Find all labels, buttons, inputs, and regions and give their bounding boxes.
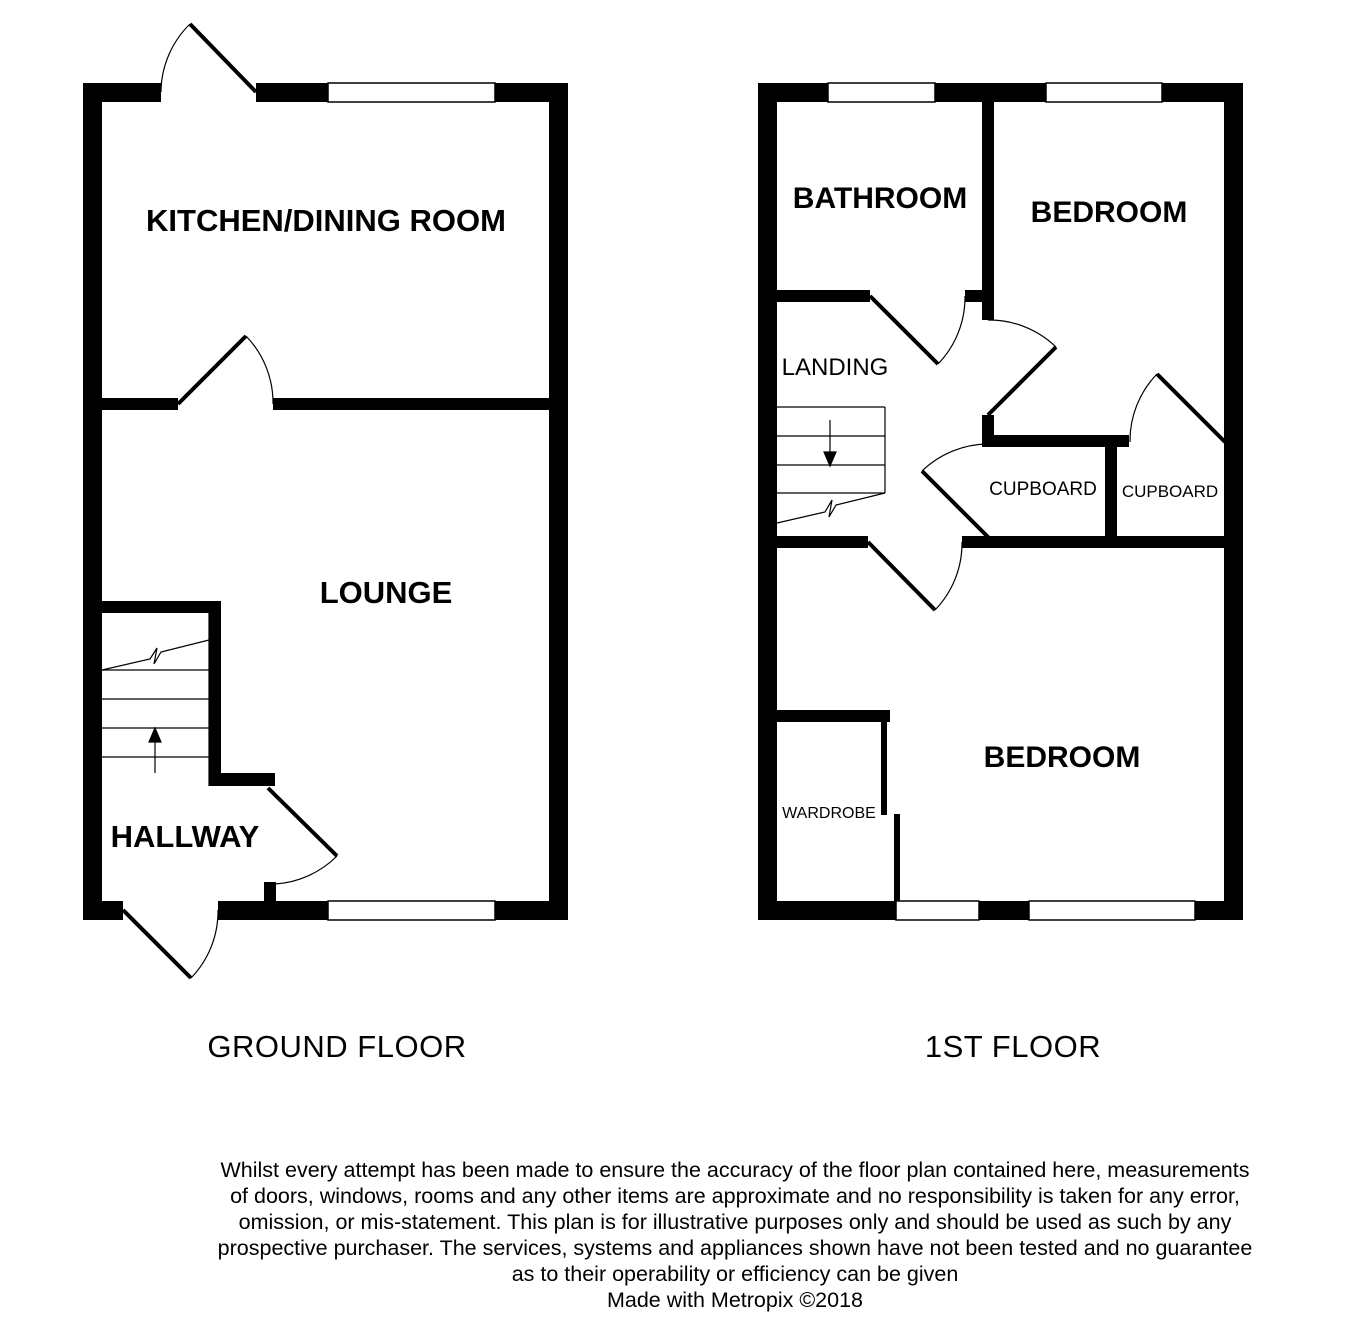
- disclaimer-line: as to their operability or efficiency can be given: [511, 1262, 959, 1286]
- disclaimer-line: Whilst every attempt has been made to ensure the accuracy of the floor plan contained here, measurements: [220, 1158, 1250, 1182]
- disclaimer-line: prospective purchaser. The services, systems and appliances shown have not been tested and no guarantee: [217, 1236, 1253, 1260]
- first-floor-stairs: [777, 407, 885, 523]
- landing-label: LANDING: [781, 354, 889, 381]
- bedroom-large-label: BEDROOM: [983, 741, 1141, 774]
- first-floor-plan: [758, 83, 1243, 1064]
- bedroom-small-label: BEDROOM: [1030, 196, 1188, 229]
- disclaimer-line: omission, or mis-statement. This plan is for illustrative purposes only and should be used as such by any: [238, 1210, 1232, 1234]
- bathroom-window: [828, 83, 935, 102]
- bedroom-small-window: [1046, 83, 1162, 102]
- kitchen-label: KITCHEN/DINING ROOM: [146, 203, 506, 238]
- kitchen-window: [328, 83, 495, 102]
- ground-floor-plan: [83, 24, 568, 1064]
- bedroom-large-window-2: [1029, 901, 1195, 920]
- hallway-label: HALLWAY: [110, 819, 260, 854]
- bedroom-large-window-1: [896, 901, 979, 920]
- ground-floor-stairs: [102, 613, 209, 786]
- lounge-label: LOUNGE: [319, 575, 453, 610]
- first-floor-title: 1ST FLOOR: [924, 1029, 1102, 1064]
- credit-line: Made with Metropix ©2018: [606, 1288, 864, 1312]
- cupboard-2-label: CUPBOARD: [1121, 482, 1219, 501]
- ground-floor-title: GROUND FLOOR: [207, 1029, 467, 1064]
- disclaimer: [170, 1157, 1300, 1313]
- wardrobe-label: WARDROBE: [782, 805, 876, 822]
- lounge-window: [328, 901, 495, 920]
- disclaimer-line: of doors, windows, rooms and any other items are approximate and no responsibility is taken for any error,: [230, 1184, 1240, 1208]
- cupboard-1-label: CUPBOARD: [989, 479, 1097, 500]
- first-floor-doors: [868, 296, 1225, 610]
- bathroom-label: BATHROOM: [792, 182, 968, 215]
